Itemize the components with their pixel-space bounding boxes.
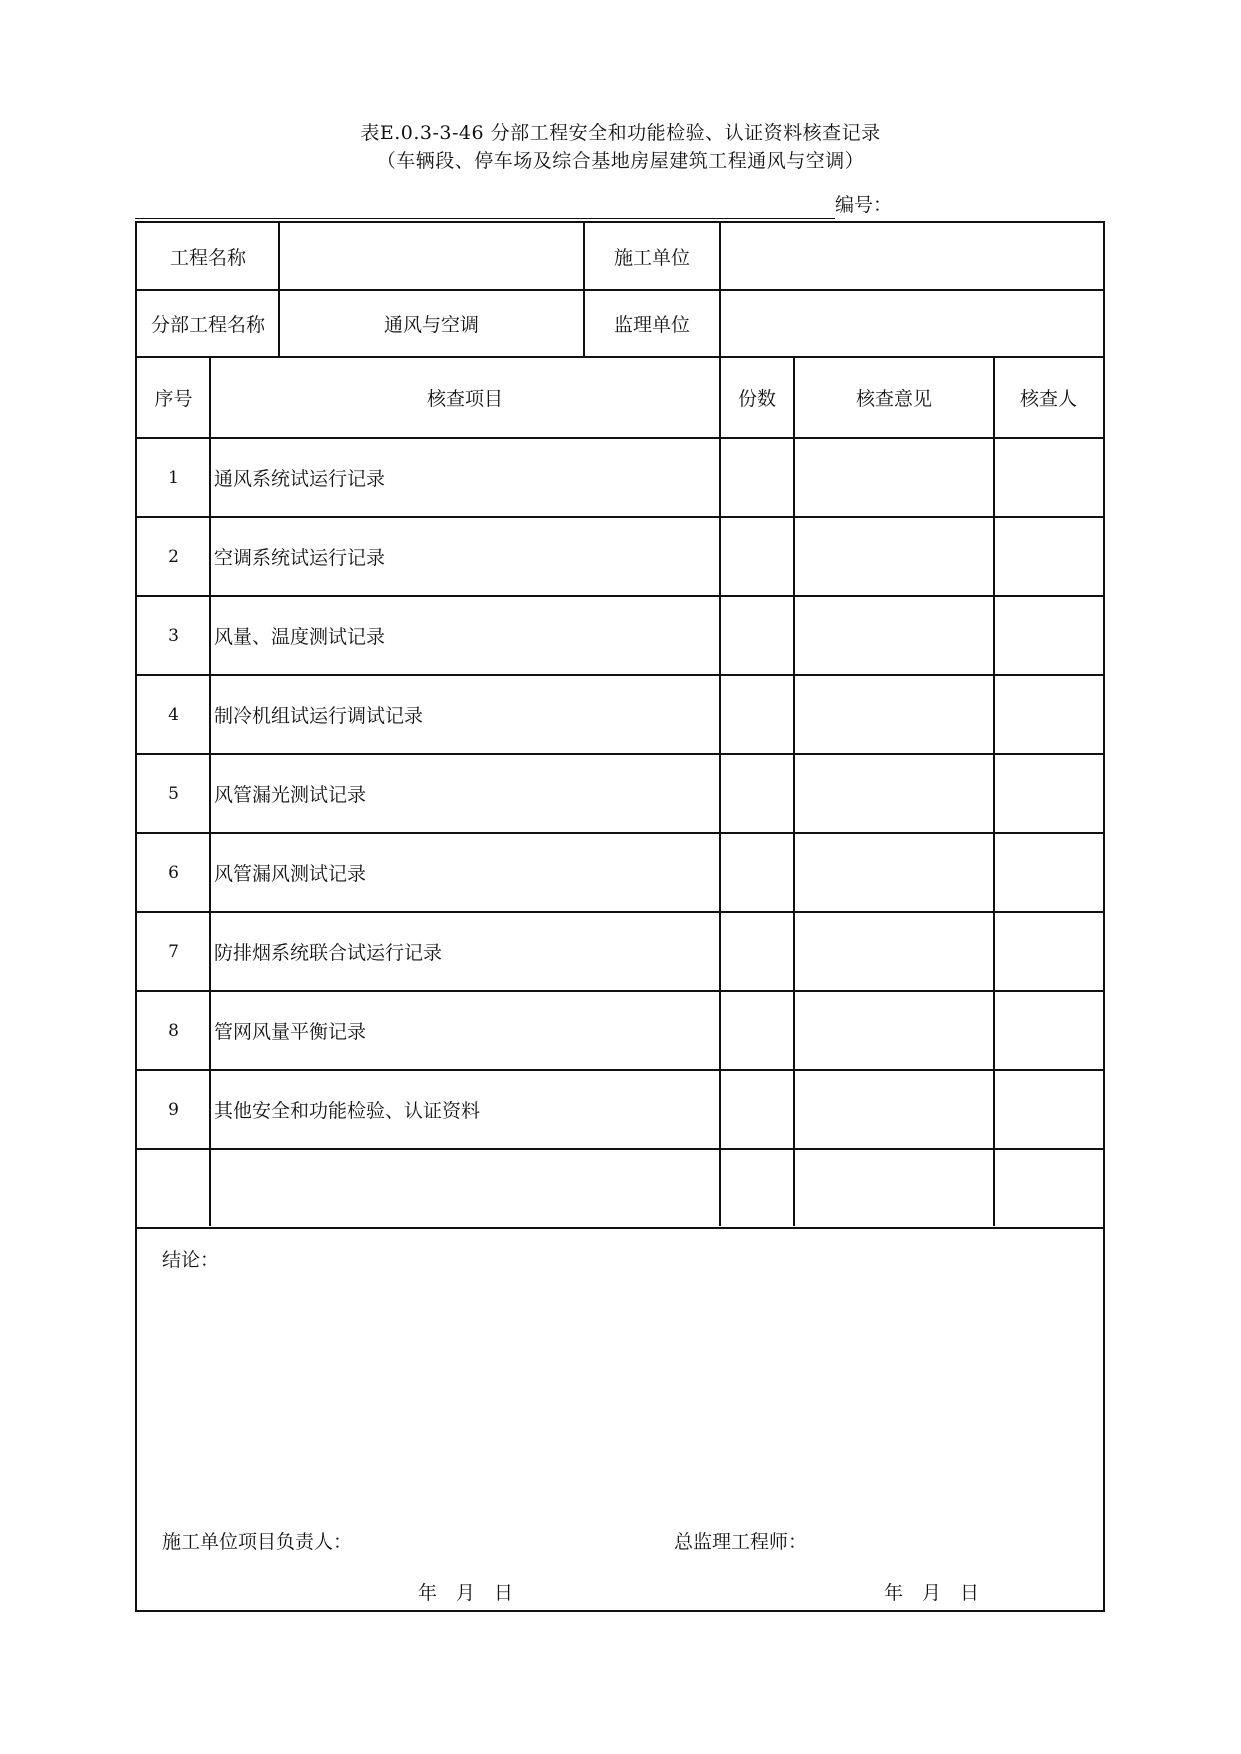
row-no: 7: [168, 941, 179, 962]
row-no: 1: [168, 467, 179, 488]
header-copies: 份数: [737, 388, 776, 410]
row-copies[interactable]: [720, 596, 794, 675]
row-no: 2: [168, 546, 179, 567]
row-no: 6: [168, 862, 179, 883]
row-divider: [137, 1148, 1103, 1150]
row-checker[interactable]: [994, 675, 1103, 754]
row-opinion[interactable]: [794, 754, 994, 833]
form-number-line: [135, 218, 835, 219]
row-divider: [137, 437, 1103, 439]
conclusion-label: 结论：: [162, 1249, 220, 1271]
row-item: 风管漏风测试记录: [214, 863, 367, 885]
contractor-sign-date: 年 月 日: [418, 1582, 514, 1604]
col-divider: [719, 357, 721, 1226]
form-subtitle: （车辆段、停车场及综合基地房屋建筑工程通风与空调）: [376, 150, 865, 172]
row-divider: [137, 1069, 1103, 1071]
row-divider: [137, 356, 1103, 358]
row-divider: [137, 516, 1103, 518]
row-checker[interactable]: [994, 833, 1103, 912]
form-title: 表E.0.3-3-46 分部工程安全和功能检验、认证资料核查记录: [360, 122, 881, 144]
row-checker[interactable]: [994, 438, 1103, 517]
row-item: 风管漏光测试记录: [214, 784, 367, 806]
construction-unit-label: 施工单位: [613, 247, 690, 269]
col-divider: [583, 223, 585, 357]
row-copies[interactable]: [720, 912, 794, 991]
row-copies[interactable]: [720, 675, 794, 754]
contractor-sign-label: 施工单位项目负责人：: [162, 1531, 353, 1553]
row-copies[interactable]: [720, 1149, 794, 1228]
col-divider: [209, 357, 211, 1226]
row-no: 8: [168, 1020, 179, 1041]
row-item: [210, 1149, 720, 1228]
row-copies[interactable]: [720, 517, 794, 596]
row-item: 空调系统试运行记录: [214, 547, 386, 569]
row-divider: [137, 1227, 1103, 1229]
row-copies[interactable]: [720, 438, 794, 517]
row-checker[interactable]: [994, 1070, 1103, 1149]
header-checker: 核查人: [1019, 388, 1077, 410]
row-divider: [137, 911, 1103, 913]
row-checker[interactable]: [994, 754, 1103, 833]
row-item: 风量、温度测试记录: [214, 626, 386, 648]
row-no: 4: [168, 704, 179, 725]
record-sheet: [135, 221, 1105, 1612]
col-divider: [278, 223, 280, 357]
project-name-field[interactable]: [279, 223, 584, 290]
row-opinion[interactable]: [794, 1070, 994, 1149]
header-no: 序号: [154, 388, 193, 410]
row-checker[interactable]: [994, 912, 1103, 991]
col-divider: [793, 357, 795, 1226]
row-checker[interactable]: [994, 1149, 1103, 1228]
col-divider: [719, 223, 721, 357]
row-opinion[interactable]: [794, 833, 994, 912]
sub-project-label: 分部工程名称: [150, 314, 265, 336]
row-checker[interactable]: [994, 991, 1103, 1070]
row-divider: [137, 832, 1103, 834]
row-copies[interactable]: [720, 754, 794, 833]
row-no: 5: [168, 783, 179, 804]
row-no: 3: [168, 625, 179, 646]
row-item: 通风系统试运行记录: [214, 468, 386, 490]
row-opinion[interactable]: [794, 675, 994, 754]
row-opinion[interactable]: [794, 517, 994, 596]
row-no: 9: [168, 1099, 179, 1120]
row-item: 管网风量平衡记录: [214, 1021, 367, 1043]
row-opinion[interactable]: [794, 596, 994, 675]
supervisor-sign-date: 年 月 日: [884, 1582, 980, 1604]
row-divider: [137, 753, 1103, 755]
row-opinion[interactable]: [794, 438, 994, 517]
header-opinion: 核查意见: [855, 388, 932, 410]
form-number-label: 编号：: [835, 194, 893, 216]
row-item: 其他安全和功能检验、认证资料: [214, 1100, 481, 1122]
row-divider: [137, 289, 1103, 291]
row-copies[interactable]: [720, 991, 794, 1070]
row-checker[interactable]: [994, 596, 1103, 675]
row-divider: [137, 595, 1103, 597]
row-opinion[interactable]: [794, 991, 994, 1070]
row-copies[interactable]: [720, 833, 794, 912]
supervision-unit-field[interactable]: [720, 290, 1103, 357]
supervisor-sign-label: 总监理工程师：: [674, 1531, 808, 1553]
row-no: [137, 1149, 210, 1228]
header-item: 核查项目: [426, 388, 503, 410]
row-opinion[interactable]: [794, 912, 994, 991]
row-item: 防排烟系统联合试运行记录: [214, 942, 443, 964]
row-item: 制冷机组试运行调试记录: [214, 705, 424, 727]
supervision-unit-label: 监理单位: [613, 314, 690, 336]
col-divider: [993, 357, 995, 1226]
row-checker[interactable]: [994, 517, 1103, 596]
sub-project-field[interactable]: 通风与空调: [383, 314, 479, 336]
construction-unit-field[interactable]: [720, 223, 1103, 290]
project-name-label: 工程名称: [169, 247, 246, 269]
row-divider: [137, 674, 1103, 676]
row-divider: [137, 990, 1103, 992]
row-opinion[interactable]: [794, 1149, 994, 1228]
row-copies[interactable]: [720, 1070, 794, 1149]
